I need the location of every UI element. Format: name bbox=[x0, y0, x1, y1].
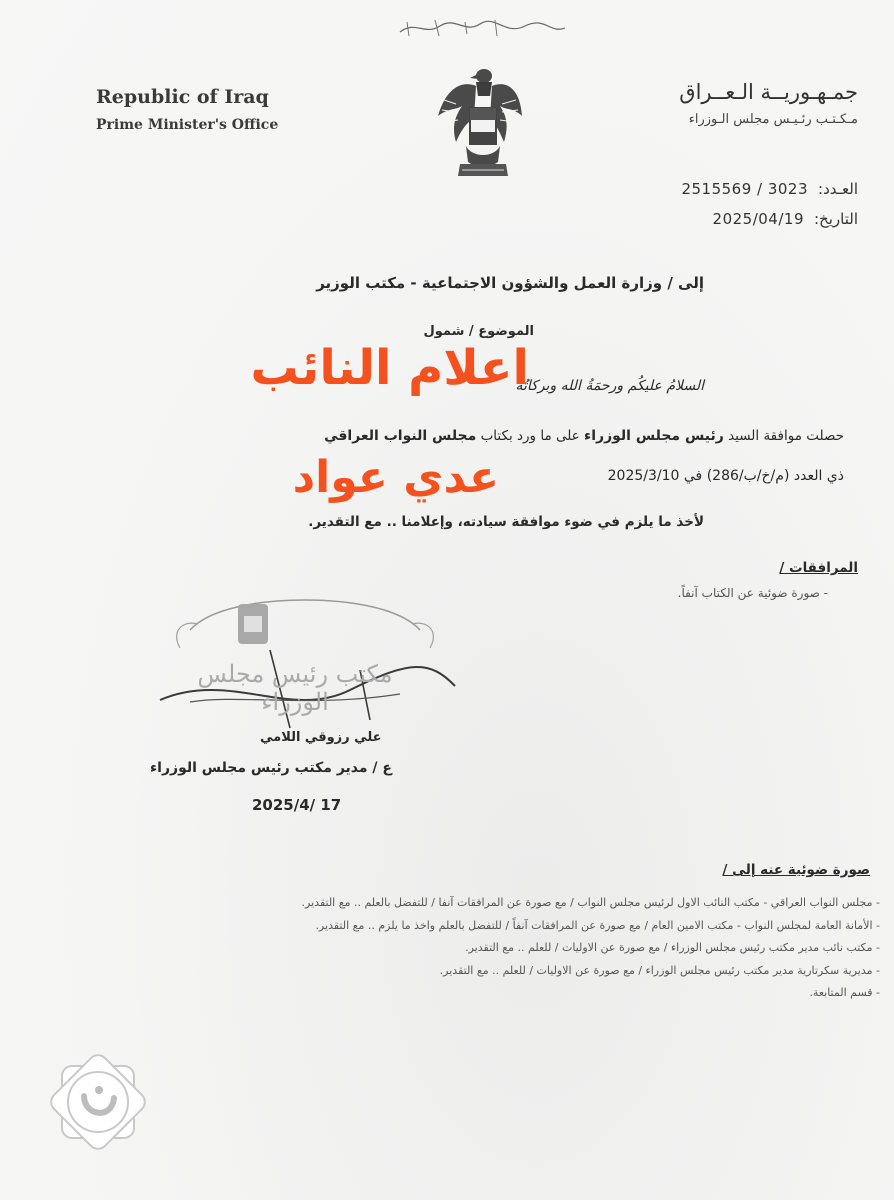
overlay-line-1: اعلام النائب bbox=[250, 340, 529, 396]
body-line-2-ref: (م/خ/ب/286) bbox=[706, 468, 790, 484]
body-line-1-pm: رئيس مجلس الوزراء bbox=[584, 428, 724, 444]
body-line-1-parliament: مجلس النواب العراقي bbox=[324, 428, 477, 444]
cc-item: - مجلس النواب العراقي - مكتب النائب الاول لرئيس مجلس النواب / مع صورة عن المرافقات آنفا / للتفضل بالعلم .. مع التقدير. bbox=[301, 896, 880, 909]
en-header-subtitle: Prime Minister's Office bbox=[96, 117, 279, 133]
signatory-name: علي رزوقي اللامي bbox=[260, 730, 382, 745]
signature-date: 2025/4/ 17 bbox=[252, 796, 342, 814]
reference-number-row bbox=[681, 180, 858, 198]
cc-list bbox=[100, 892, 880, 1005]
cc-item: - الأمانة العامة لمجلس النواب - مكتب الامين العام / مع صورة عن المرافقات آنفاً / للتفضل بالعلم واخذ ما يلزم .. مع التقدير. bbox=[315, 918, 880, 932]
cc-item: - مكتب نائب مدير مكتب رئيس مجلس الوزراء / مع صورة عن الاوليات / للعلم .. مع التقدير. bbox=[465, 941, 880, 954]
ar-header-title: جمـهـوريــة الـعــراق bbox=[679, 80, 858, 104]
body-line-1-pre: حصلت موافقة السيد bbox=[723, 428, 844, 444]
attachments-item: - صورة ضوئية عن الكتاب آنفاً. bbox=[677, 586, 828, 600]
body-line-2 bbox=[608, 468, 844, 484]
top-scribble bbox=[395, 14, 570, 40]
body-line-3: لأخذ ما يلزم في ضوء موافقة سيادته، وإعلامنا .. مع التقدير. bbox=[308, 514, 704, 530]
reference-date-row bbox=[713, 210, 858, 228]
cc-item: - قسم المتابعة. bbox=[809, 986, 880, 999]
cc-item: - مديرية سكرتارية مدير مكتب رئيس مجلس الوزراء / مع صورة عن الاوليات / للعلم .. مع التقدير. bbox=[439, 963, 880, 977]
recipient-line: إلى / وزارة العمل والشؤون الاجتماعية - مكتب الوزير bbox=[316, 274, 704, 292]
body-line-2-mid: في bbox=[679, 468, 707, 484]
body-line-1 bbox=[324, 428, 844, 444]
ar-header-subtitle: مـكـتـب رئـيـس مجلس الـوزراء bbox=[688, 112, 858, 127]
reference-number-label: العـدد: bbox=[818, 180, 858, 198]
cc-title: صورة ضوئية عنه إلى / bbox=[722, 862, 870, 878]
eagle-emblem-icon bbox=[432, 66, 524, 186]
reference-date-label: التاريخ: bbox=[814, 210, 858, 228]
reference-number-value: 2515569 / 3023 bbox=[681, 180, 809, 198]
subject-line: الموضوع / شمول bbox=[423, 324, 534, 339]
signatory-title: ع / مدير مكتب رئيس مجلس الوزراء bbox=[150, 760, 392, 776]
body-line-2-date: 2025/3/10 bbox=[607, 468, 680, 484]
stamp-text: مكتب رئيس مجلس الوزراء bbox=[197, 660, 393, 716]
greeting-line: السلامُ عليكُم ورحمَةُ الله وبركاتُهُ bbox=[515, 378, 704, 394]
overlay-line-2: عدي عواد bbox=[292, 452, 499, 503]
logo-watermark-icon bbox=[36, 1040, 160, 1164]
body-line-2-pre: ذي العدد bbox=[789, 468, 844, 484]
reference-date-value: 2025/04/19 bbox=[712, 210, 804, 228]
en-header-title: Republic of Iraq bbox=[96, 86, 269, 108]
attachments-title: المرافقات / bbox=[779, 560, 858, 576]
body-line-1-mid: على ما ورد بكتاب bbox=[476, 428, 585, 444]
